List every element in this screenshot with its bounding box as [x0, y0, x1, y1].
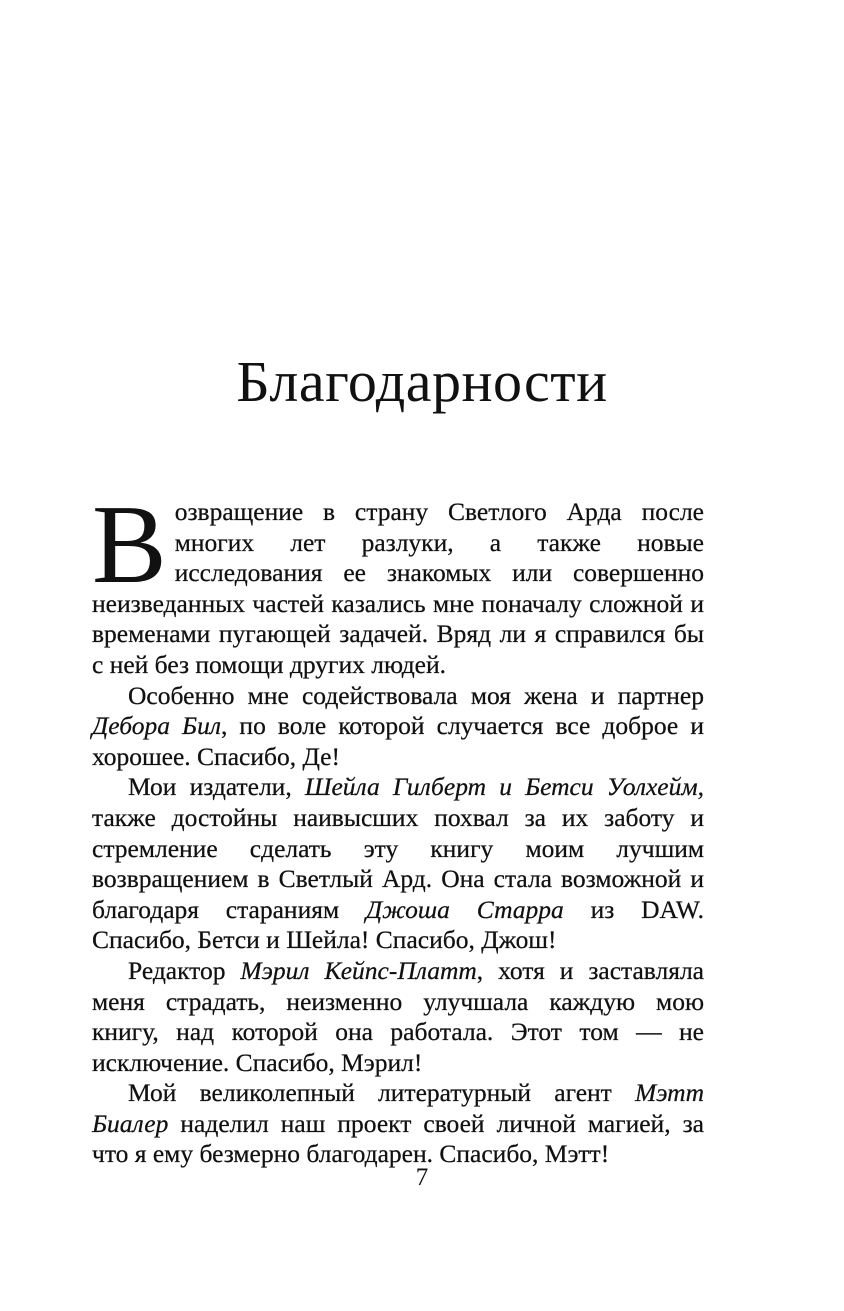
- paragraph-4: [92, 956, 704, 1078]
- paragraph-2: [92, 681, 704, 773]
- paragraph-text: из DAW. Спасибо, Бетси и Шейла! Спасибо, Джош!: [92, 894, 704, 955]
- paragraph-5: [92, 1078, 704, 1170]
- person-name: Шейла Гилберт и Бетси Уолхейм,: [304, 772, 704, 802]
- person-name: Джоша Старра: [365, 894, 564, 924]
- person-name: Дебора Бил: [92, 711, 221, 741]
- paragraph-text: , по воле которой случается все доброе и хорошее. Спасибо, Де!: [92, 711, 704, 771]
- drop-cap: В: [92, 483, 167, 607]
- acknowledgements-text: [92, 483, 704, 1170]
- person-name: Мэрил Кейпс-Платт: [240, 955, 477, 985]
- paragraph-text: наделил наш проект своей личной магией, за что я ему безмерно благодарен. Спасибо, Мэтт!: [92, 1108, 704, 1169]
- paragraph-text: озвращение в страну Светлого Арда после многих лет разлуки, а также новые исследования ее знакомых или совершенно неизведанных частей казались мне поначалу сложной и временами пугающей задачей. Вряд ли я справился бы с ней без помощи других людей.: [92, 497, 704, 679]
- paragraph-text: Особенно мне содействовала моя жена и партнер: [128, 680, 704, 710]
- page-number: 7: [415, 1164, 429, 1191]
- paragraph-3: [92, 772, 704, 956]
- paragraph-text: Мои издатели,: [128, 772, 305, 802]
- page-title: Благодарности: [236, 349, 608, 414]
- paragraph-text: также достойны наивысших похвал за их заботу и стремление сделать эту книгу моим лучшим возвращением в Светлый Ард. Она стала возможной и благодаря стараниям: [92, 802, 704, 924]
- paragraph-text: Мой великолепный литературный агент: [128, 1078, 636, 1108]
- paragraph-1: [92, 483, 704, 681]
- person-name: Мэтт Биалер: [92, 1078, 704, 1138]
- paragraph-text: Редактор: [128, 955, 241, 985]
- paragraph-text: , хотя и заставляла меня страдать, неизменно улучшала каждую мою книгу, над которой она работала. Этот том — не исключение. Спасибо, Мэрил!: [92, 955, 704, 1077]
